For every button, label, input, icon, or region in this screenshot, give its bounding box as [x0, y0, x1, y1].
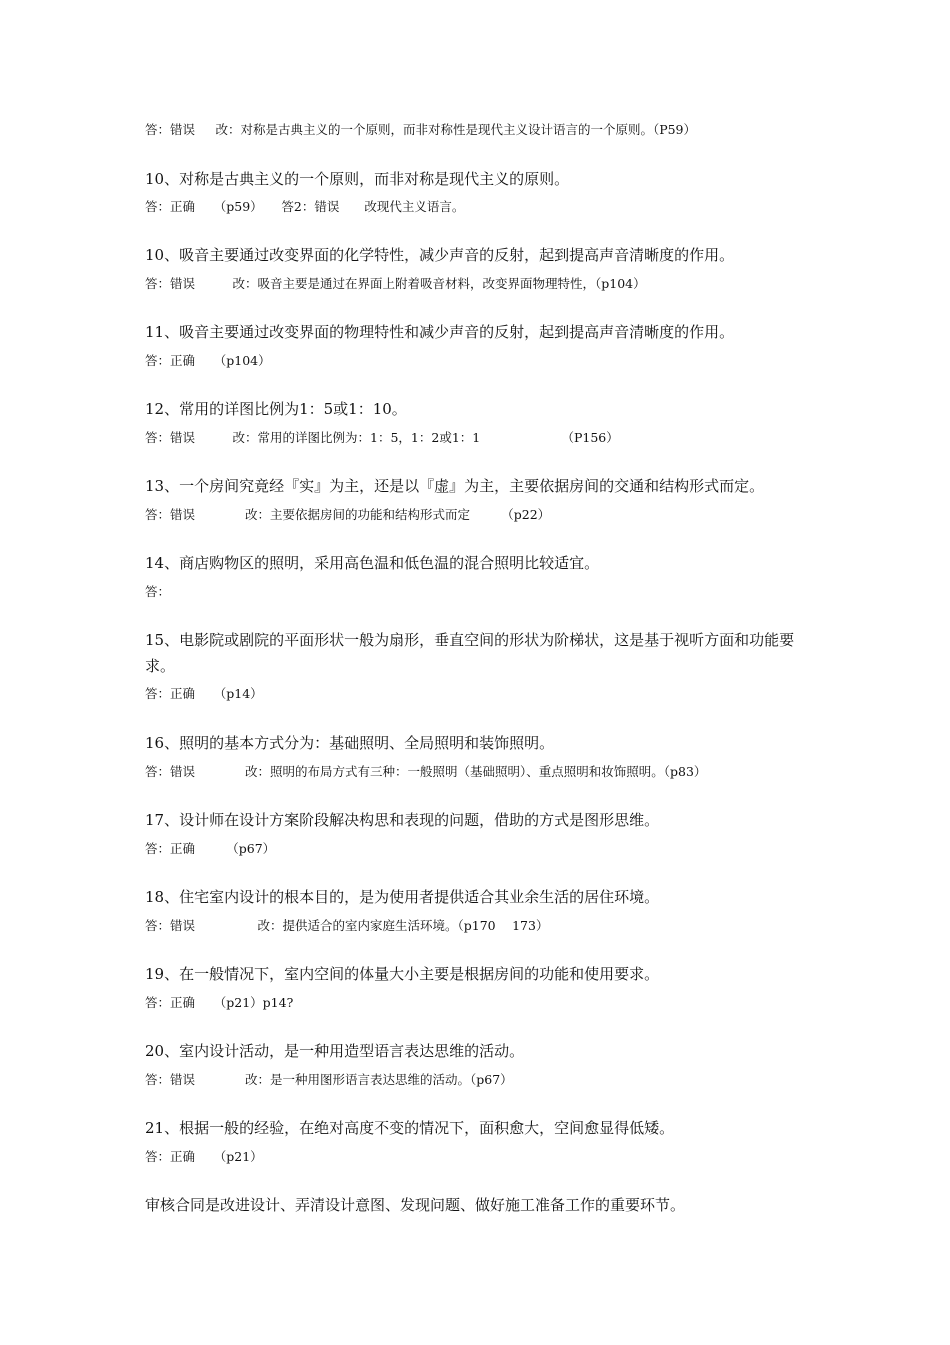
question-line: 18、住宅室内设计的根本目的，是为使用者提供适合其业余生活的居住环境。	[145, 888, 660, 906]
answer-line: 答：错误 改：是一种用图形语言表达思维的活动。（p67）	[145, 1072, 513, 1087]
question-line: 17、设计师在设计方案阶段解决构思和表现的问题，借助的方式是图形思维。	[145, 811, 660, 829]
question-line: 10、吸音主要通过改变界面的化学特性，减少声音的反射，起到提高声音清晰度的作用。	[145, 246, 735, 264]
question-line: 16、照明的基本方式分为：基础照明、全局照明和装饰照明。	[145, 734, 555, 752]
question-line: 19、在一般情况下，室内空间的体量大小主要是根据房间的功能和使用要求。	[145, 965, 660, 983]
answer-line: 答：正确 （p21）p14?	[145, 995, 294, 1010]
question-line: 14、商店购物区的照明，采用高色温和低色温的混合照明比较适宜。	[145, 554, 600, 572]
answer-line: 答：错误 改：对称是古典主义的一个原则，而非对称性是现代主义设计语言的一个原则。（P59）	[145, 122, 697, 137]
question-line: 11、吸音主要通过改变界面的物理特性和减少声音的反射，起到提高声音清晰度的作用。	[145, 323, 735, 341]
question-line: 20、室内设计活动，是一种用造型语言表达思维的活动。	[145, 1042, 525, 1060]
answer-line: 答：正确 （p14）	[145, 686, 263, 701]
question-line: 13、一个房间究竟经『实』为主，还是以『虚』为主，主要依据房间的交通和结构形式而定。	[145, 477, 765, 495]
answer-line: 答：正确 （p59） 答2：错误 改现代主义语言。	[145, 199, 465, 214]
answer-line: 答：错误 改：常用的详图比例为：1：5，1：2或1：1 （P156）	[145, 430, 619, 445]
answer-line: 答：正确 （p67）	[145, 841, 276, 856]
answer-line: 答：错误 改：提供适合的室内家庭生活环境。（p170 173）	[145, 918, 549, 933]
closing-statement: 审核合同是改进设计、弄清设计意图、发现问题、做好施工准备工作的重要环节。	[145, 1196, 686, 1214]
question-line: 12、常用的详图比例为1：5或1：10。	[145, 400, 407, 418]
answer-line: 答：正确 （p21）	[145, 1149, 263, 1164]
answer-line: 答：错误 改：主要依据房间的功能和结构形式而定 （p22）	[145, 507, 551, 522]
question-line: 21、根据一般的经验，在绝对高度不变的情况下，面积愈大，空间愈显得低矮。	[145, 1119, 675, 1137]
question-line: 10、对称是古典主义的一个原则，而非对称是现代主义的原则。	[145, 170, 570, 188]
question-line: 15、电影院或剧院的平面形状一般为扇形，垂直空间的形状为阶梯状，这是基于视听方面和功能要求。	[145, 631, 795, 675]
answer-line: 答：正确 （p104）	[145, 353, 271, 368]
answer-line: 答：错误 改：吸音主要是通过在界面上附着吸音材料，改变界面物理特性，（p104）	[145, 276, 646, 291]
answer-line: 答：	[145, 584, 171, 599]
answer-line: 答：错误 改：照明的布局方式有三种：一般照明（基础照明）、重点照明和妆饰照明。（p83）	[145, 764, 707, 779]
